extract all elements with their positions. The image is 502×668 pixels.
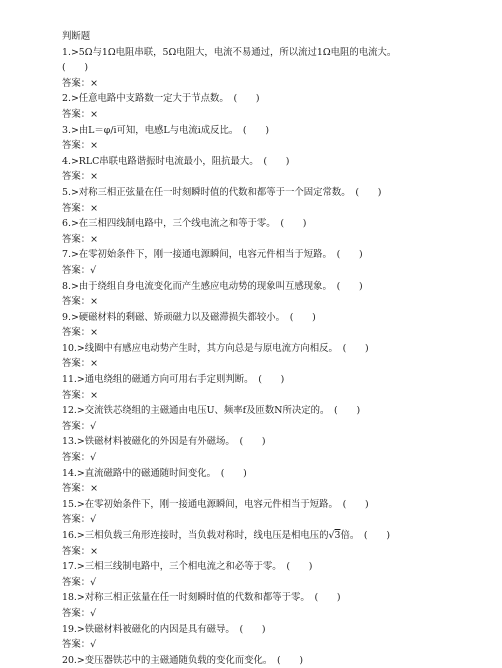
answer-13: 答案：√: [62, 452, 97, 464]
answer-11: 答案：×: [62, 389, 98, 401]
question-list: [62, 29, 492, 668]
question-7: 7.>在零初始条件下，刚一接通电源瞬间，电容元件相当于短路。 ( ): [62, 249, 363, 261]
answer-9: 答案：×: [62, 327, 98, 339]
answer-3: 答案：×: [62, 140, 98, 152]
question-1-blank: ( ): [62, 62, 89, 74]
answer-14: 答案：×: [62, 483, 98, 495]
answer-17: 答案：√: [62, 576, 97, 588]
question-16: 16.>三相负载三角形连接时，当负载对称时，线电压是相电压的√3倍。 ( ): [62, 530, 390, 541]
answer-8: 答案：×: [62, 296, 98, 308]
question-13: 13.>铁磁材料被磁化的外因是有外磁场。 ( ): [62, 436, 266, 448]
answer-12: 答案：√: [62, 420, 97, 432]
answer-10: 答案：×: [62, 358, 98, 370]
answer-19: 答案：√: [62, 639, 97, 651]
answer-16: 答案：×: [62, 545, 98, 557]
question-12: 12.>交流铁芯绕组的主磁通由电压U、频率f及匝数N所决定的。 ( ): [62, 405, 361, 417]
question-17: 17.>三相三线制电路中，三个相电流之和必等于零。 ( ): [62, 561, 313, 573]
question-19: 19.>铁磁材料被磁化的内因是具有磁导。 ( ): [62, 623, 266, 635]
answer-5: 答案：×: [62, 202, 98, 214]
question-1: 1.>5Ω与1Ω电阻串联，5Ω电阻大，电流不易通过，所以流过1Ω电阻的电流大。: [62, 46, 397, 58]
question-8: 8.>由于绕组自身电流变化而产生感应电动势的现象叫互感现象。 ( ): [62, 280, 363, 292]
question-18: 18.>对称三相正弦量在任一时刻瞬时值的代数和都等于零。 ( ): [62, 592, 341, 604]
question-3: 3.>由L＝φ/i可知，电感L与电流i成反比。 ( ): [62, 124, 269, 136]
answer-1: 答案：×: [62, 77, 98, 89]
question-20: 20.>变压器铁芯中的主磁通随负载的变化而变化。 ( ): [62, 654, 304, 666]
answer-18: 答案：√: [62, 607, 97, 619]
sqrt-value: 3: [334, 530, 341, 541]
question-6: 6.>在三相四线制电路中，三个线电流之和等于零。 ( ): [62, 218, 307, 230]
question-5: 5.>对称三相正弦量在任一时刻瞬时值的代数和都等于一个固定常数。 ( ): [62, 186, 382, 198]
question-4: 4.>RLC串联电路谐振时电流最小，阻抗最大。 ( ): [62, 155, 290, 167]
section-title: 判断题: [62, 31, 91, 42]
answer-2: 答案：×: [62, 108, 98, 120]
answer-6: 答案：×: [62, 233, 98, 245]
question-9: 9.>硬磁材料的剩磁、矫顽磁力以及磁滞损失都较小。 ( ): [62, 311, 316, 323]
question-15: 15.>在零初始条件下，刚一接通电源瞬间，电容元件相当于短路。 ( ): [62, 498, 369, 510]
question-14: 14.>直流磁路中的磁通随时间变化。 ( ): [62, 467, 247, 479]
sqrt-symbol: √: [328, 530, 335, 541]
answer-15: 答案：√: [62, 514, 97, 526]
question-10: 10.>线圈中有感应电动势产生时，其方向总是与原电流方向相反。 ( ): [62, 342, 369, 354]
question-11: 11.>通电绕组的磁通方向可用右手定则判断。 ( ): [62, 374, 285, 386]
answer-4: 答案：×: [62, 171, 98, 183]
question-2: 2.>任意电路中支路数一定大于节点数。 ( ): [62, 93, 260, 105]
answer-7: 答案：√: [62, 264, 97, 276]
